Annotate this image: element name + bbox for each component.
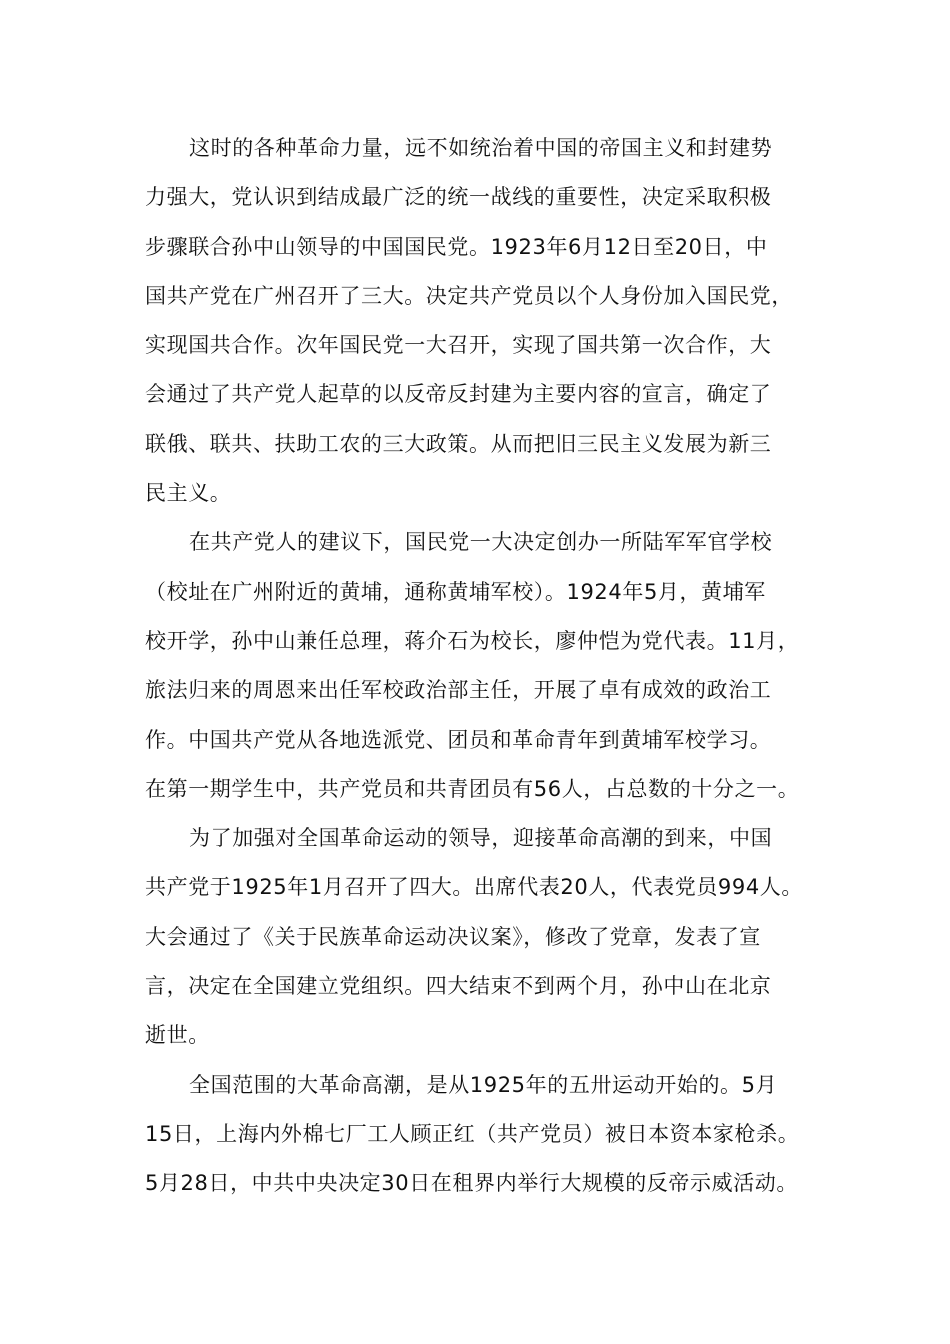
paragraph-united-front [145, 131, 825, 525]
text-line: 15日，上海内外棉七厂工人顾正红（共产党员）被日本资本家枪杀。 [145, 1121, 800, 1146]
text-line: 国共产党在广州召开了三大。决定共产党员以个人身份加入国民党， [145, 283, 793, 308]
text-line: 逝世。 [145, 1023, 210, 1048]
text-line: 大会通过了《关于民族革命运动决议案》，修改了党章，发表了宣 [145, 924, 761, 949]
text-body [145, 131, 825, 1216]
text-line: 在第一期学生中，共产党员和共青团员有56人，占总数的十分之一。 [145, 776, 800, 801]
paragraph-fourth-congress [145, 821, 825, 1067]
text-line: 力强大，党认识到结成最广泛的统一战线的重要性，决定采取积极 [145, 185, 772, 210]
text-line: 全国范围的大革命高潮，是从1925年的五卅运动开始的。5月 [189, 1072, 778, 1097]
text-line: 步骤联合孙中山领导的中国国民党。1923年6月12日至20日，中 [145, 234, 768, 259]
text-line: （校址在广州附近的黄埔，通称黄埔军校）。1924年5月，黄埔军 [145, 579, 766, 604]
text-line: 共产党于1925年1月召开了四大。出席代表20人，代表党员994人。 [145, 875, 804, 900]
text-line: 校开学，孙中山兼任总理，蒋介石为校长，廖仲恺为党代表。11月， [145, 628, 800, 653]
text-line: 会通过了共产党人起草的以反帝反封建为主要内容的宣言，确定了 [145, 382, 772, 407]
paragraph-may-thirtieth-movement [145, 1068, 825, 1216]
text-line: 联俄、联共、扶助工农的三大政策。从而把旧三民主义发展为新三 [145, 431, 772, 456]
text-line: 这时的各种革命力量，远不如统治着中国的帝国主义和封建势 [189, 136, 773, 160]
text-line: 在共产党人的建议下，国民党一大决定创办一所陆军军官学校 [189, 530, 773, 555]
text-line: 为了加强对全国革命运动的领导，迎接革命高潮的到来，中国 [189, 826, 773, 851]
paragraph-whampoa-academy [145, 525, 825, 821]
text-line: 言，决定在全国建立党组织。四大结束不到两个月，孙中山在北京 [145, 974, 772, 999]
text-line: 旅法归来的周恩来出任军校政治部主任，开展了卓有成效的政治工 [145, 678, 772, 703]
text-line: 实现国共合作。次年国民党一大召开，实现了国共第一次合作，大 [145, 333, 772, 358]
text-line: 作。中国共产党从各地选派党、团员和革命青年到黄埔军校学习。 [145, 727, 772, 752]
text-line: 5月28日，中共中央决定30日在租界内举行大规模的反帝示威活动。 [145, 1171, 799, 1196]
text-line: 民主义。 [145, 481, 232, 506]
